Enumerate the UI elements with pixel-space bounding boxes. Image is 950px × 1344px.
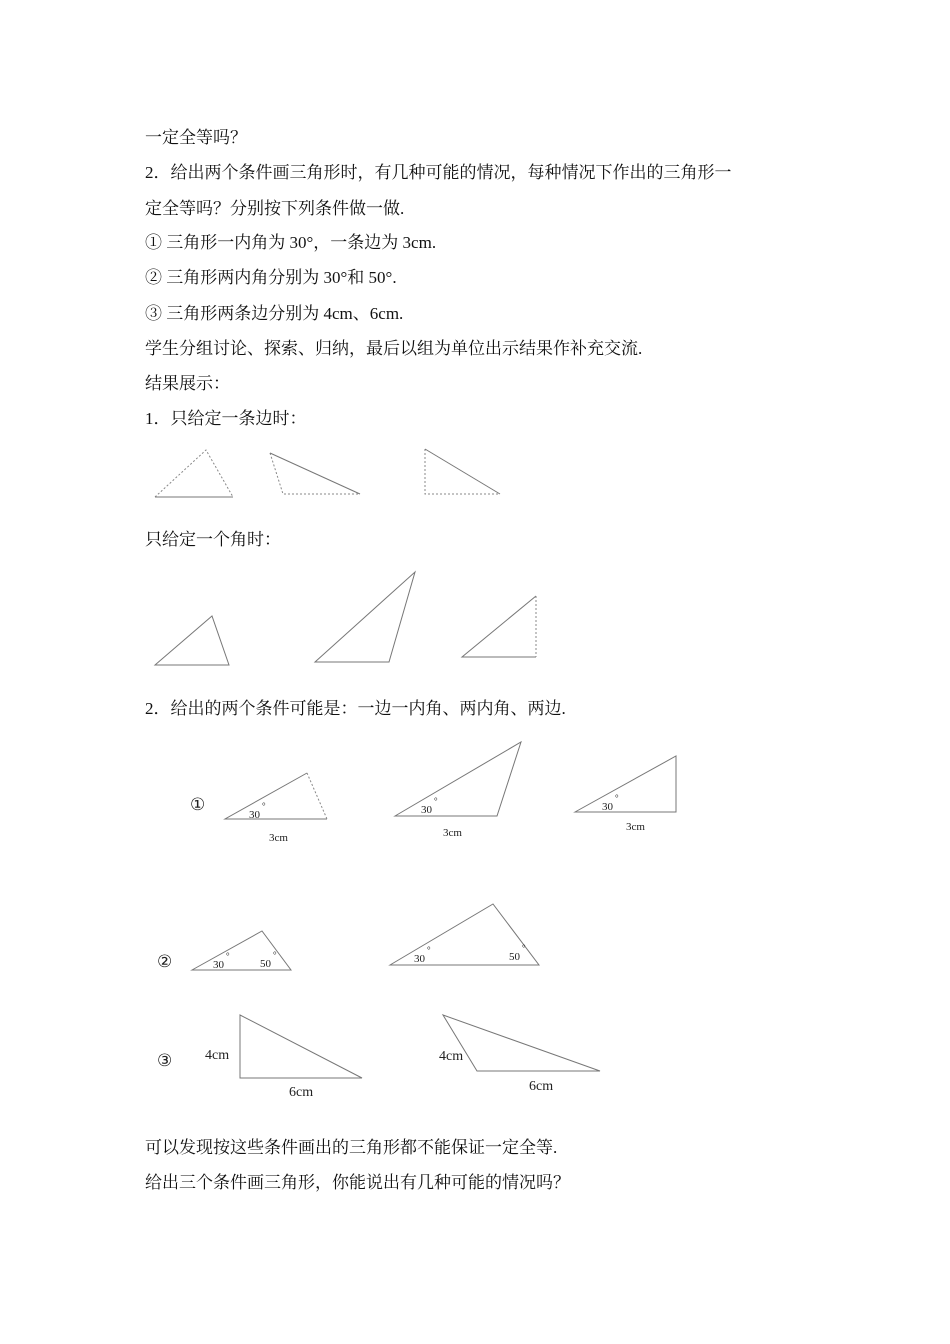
side-label-3cm: 3cm — [626, 821, 645, 833]
text-line-3: 定全等吗？分别按下列条件做一做. — [145, 199, 405, 218]
one-side-triangle-3-side — [425, 449, 500, 494]
text-line-11: 2．给出的两个条件可能是：一边一内角、两内角、两边. — [145, 699, 566, 718]
row-2-two-angles — [157, 904, 539, 971]
degree-mark: ° — [273, 950, 277, 960]
text-line-4: ① 三角形一内角为 30°，一条边为 3cm. — [145, 233, 437, 252]
side-angle-triangle-3 — [575, 756, 676, 812]
degree-mark: ° — [226, 951, 230, 961]
degree-mark: ° — [434, 796, 438, 806]
one-angle-triangle-1 — [155, 616, 229, 665]
one-angle-triangle-3-solid — [462, 596, 536, 657]
circle-3-label: ③ — [157, 1051, 173, 1070]
text-line-13: 给出三个条件画三角形，你能说出有几种可能的情况吗？ — [145, 1173, 570, 1192]
angle-label-50: 50 — [509, 951, 520, 963]
degree-mark: ° — [427, 945, 431, 955]
text-line-5: ② 三角形两内角分别为 30°和 50°. — [145, 268, 397, 287]
two-side-triangle-2 — [443, 1015, 600, 1071]
side-angle-triangle-2 — [395, 742, 521, 816]
side-angle-triangle-1-dashed — [307, 773, 327, 819]
text-line-1: 一定全等吗？ — [145, 128, 247, 147]
text-line-2: 2．给出两个条件画三角形时，有几种可能的情况，每种情况下作出的三角形一 — [145, 163, 732, 182]
angle-label-30: 30 — [213, 959, 224, 971]
text-line-12: 可以发现按这些条件画出的三角形都不能保证一定全等. — [145, 1138, 558, 1157]
side-label-3cm: 3cm — [269, 832, 288, 844]
side-label-6cm: 6cm — [289, 1085, 314, 1100]
text-line-7: 学生分组讨论、探索、归纳，最后以组为单位出示结果作补充交流. — [145, 339, 643, 358]
degree-mark: ° — [262, 801, 266, 811]
text-line-9: 1．只给定一条边时： — [145, 409, 307, 428]
one-angle-triangles — [155, 572, 536, 665]
text-line-6: ③ 三角形两条边分别为 4cm、6cm. — [145, 304, 404, 323]
degree-mark: ° — [522, 943, 526, 953]
side-label-6cm: 6cm — [529, 1079, 554, 1094]
angle-label-30: 30 — [249, 809, 260, 821]
angle-label-30: 30 — [414, 953, 425, 965]
degree-mark: ° — [615, 793, 619, 803]
text-line-10: 只给定一个角时： — [145, 530, 281, 549]
angle-label-30: 30 — [602, 801, 613, 813]
row-3-two-sides — [157, 1015, 600, 1100]
row-1-side-angle — [190, 742, 676, 844]
text-line-8: 结果展示： — [145, 374, 230, 393]
one-angle-triangle-2 — [315, 572, 415, 662]
side-label-4cm: 4cm — [205, 1048, 230, 1063]
side-angle-triangle-1-solid — [225, 773, 327, 819]
circle-1-label: ① — [190, 795, 206, 814]
one-side-triangle-1-dashed — [155, 450, 233, 497]
one-side-triangle-2-side — [270, 453, 360, 494]
side-label-3cm: 3cm — [443, 827, 462, 839]
one-side-triangles — [155, 449, 500, 497]
side-label-4cm: 4cm — [439, 1049, 464, 1064]
circle-2-label: ② — [157, 952, 173, 971]
angle-label-30: 30 — [421, 804, 432, 816]
two-side-triangle-1 — [240, 1015, 362, 1078]
angle-label-50: 50 — [260, 958, 271, 970]
